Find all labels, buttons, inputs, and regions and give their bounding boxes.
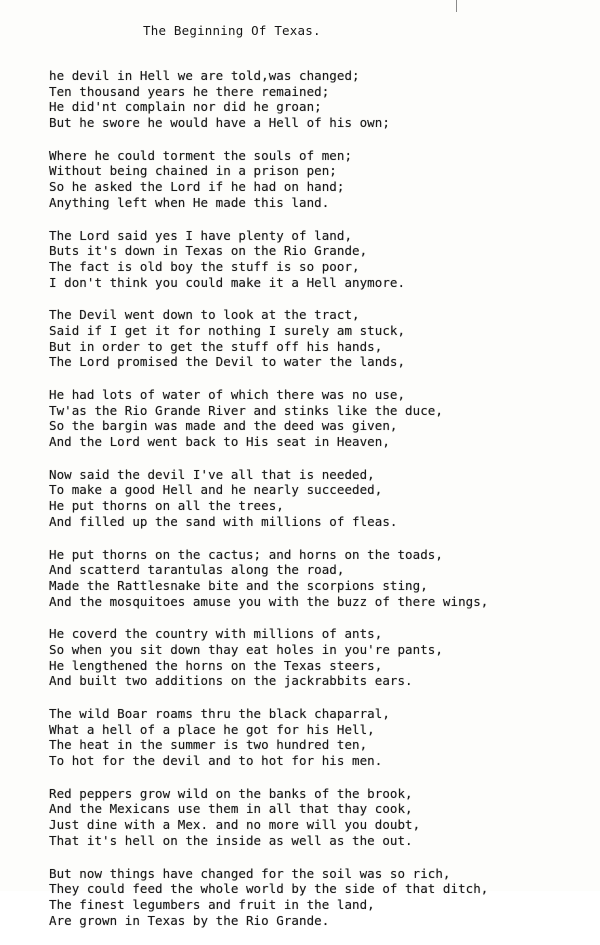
poem-stanza (49, 626, 597, 689)
poem-line: The Lord said yes I have plenty of land, (49, 227, 353, 243)
poem-line: Red peppers grow wild on the banks of the brook, (49, 785, 413, 801)
poem-line: Now said the devil I've all that is needed, (49, 466, 375, 482)
poem-stanza (49, 148, 597, 211)
poem-line: Buts it's down in Texas on the Rio Grande, (49, 243, 368, 259)
poem-line: So he asked the Lord if he had on hand; (49, 179, 345, 195)
poem-stanza (49, 786, 597, 849)
poem-line: He did'nt complain nor did he groan; (49, 99, 322, 115)
poem-line: But now things have changed for the soil was so rich, (49, 865, 451, 881)
poem-stanza (49, 387, 597, 450)
poem-line: He put thorns on the cactus; and horns on the toads, (49, 546, 443, 562)
poem-line: The finest legumbers and fruit in the land, (49, 896, 375, 912)
poem-stanza (49, 307, 597, 370)
poem-line: Tw'as the Rio Grande River and stinks like the duce, (49, 402, 443, 418)
poem-line: Just dine with a Mex. and no more will you doubt, (49, 817, 421, 833)
poem-line: He put thorns on all the trees, (49, 498, 284, 514)
edge-mark (456, 0, 457, 12)
poem-line: He lengthened the horns on the Texas steers, (49, 657, 383, 673)
poem-line: The wild Boar roams thru the black chaparral, (49, 706, 390, 721)
poem-stanza (49, 866, 597, 929)
poem-line: And built two additions on the jackrabbits ears. (49, 673, 413, 689)
poem-line: To make a good Hell and he nearly succeeded, (49, 482, 383, 498)
poem-line: Are grown in Texas by the Rio Grande. (49, 912, 330, 928)
poem-stanza (49, 547, 597, 610)
poem-line: And scatterd tarantulas along the road, (49, 562, 345, 578)
poem-line: But he swore he would have a Hell of his own; (49, 115, 390, 131)
poem-line: They could feed the whole world by the side of that ditch, (49, 881, 489, 897)
poem-line: And the Lord went back to His seat in Heaven, (49, 434, 390, 450)
poem-line: The heat in the summer is two hundred ten, (49, 737, 368, 753)
poem-stanza (49, 706, 597, 769)
poem-line: I don't think you could make it a Hell anymore. (49, 274, 406, 290)
poem-line: Without being chained in a prison pen; (49, 163, 337, 179)
poem-line: So the bargin was made and the deed was given, (49, 418, 398, 434)
poem-line: Where he could torment the souls of men; (49, 147, 353, 163)
poem-line: He coverd the country with millions of ants, (49, 626, 383, 642)
poem-line: Anything left when He made this land. (49, 194, 330, 210)
poem-line: The Devil went down to look at the tract, (49, 307, 360, 323)
poem-line: He had lots of water of which there was no use, (49, 387, 406, 402)
poem-stanza (49, 68, 597, 131)
poem-line: And the Mexicans use them in all that thay cook, (49, 801, 413, 817)
poem-line: The fact is old boy the stuff is so poor, (49, 258, 360, 274)
poem-line: The Lord promised the Devil to water the lands, (49, 354, 406, 370)
poem-line: Said if I get it for nothing I surely am stuck, (49, 322, 406, 338)
poem-stanza (49, 467, 597, 530)
poem-line: Ten thousand years he there remained; (49, 83, 330, 99)
poem-line: What a hell of a place he got for his Hell, (49, 721, 375, 737)
poem-stanza (49, 228, 597, 291)
poem-line: That it's hell on the inside as well as the out. (49, 832, 413, 848)
poem-title: The Beginning Of Texas. (143, 23, 321, 38)
poem-line: So when you sit down thay eat holes in you're pants, (49, 641, 443, 657)
poem-line: Made the Rattlesnake bite and the scorpions sting, (49, 577, 428, 593)
poem-line: And the mosquitoes amuse you with the buzz of there wings, (49, 593, 489, 609)
poem-line: And filled up the sand with millions of fleas. (49, 513, 398, 529)
poem-body (49, 68, 597, 945)
poem-line: To hot for the devil and to hot for his men. (49, 753, 383, 769)
poem-line: he devil in Hell we are told,was changed; (49, 68, 360, 83)
poem-line: But in order to get the stuff off his hands, (49, 338, 383, 354)
